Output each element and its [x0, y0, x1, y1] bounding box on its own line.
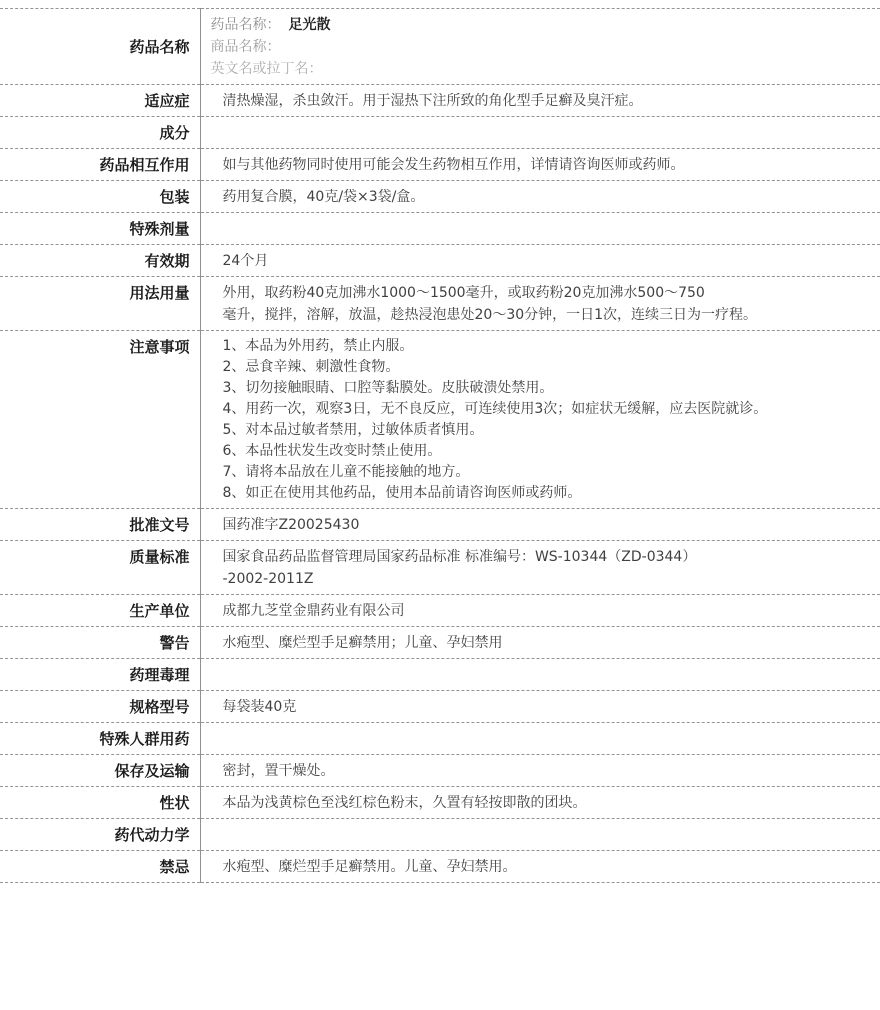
- table-row-interactions: [0, 149, 880, 181]
- row-label-special-dose: 特殊剂量: [0, 213, 200, 245]
- contraindications-text: 水疱型、糜烂型手足癣禁用。儿童、孕妇禁用。: [222, 859, 517, 875]
- dosage-line: 毫升，搅拌，溶解，放温，趁热浸泡患处20～30分钟，一日1次，连续三日为一疗程。: [222, 307, 758, 323]
- row-label-dosage: 用法用量: [0, 277, 200, 331]
- precaution-item: 2、忌食辛辣、刺激性食物。: [222, 359, 400, 375]
- row-label-pharmacokinetics: 药代动力学: [0, 819, 200, 851]
- table-row-quality-standard: [0, 541, 880, 595]
- row-label-approval-no: 批准文号: [0, 509, 200, 541]
- field-prefix-english-name: 英文名或拉丁名：: [210, 61, 323, 77]
- row-label-validity: 有效期: [0, 245, 200, 277]
- quality-standard-text: [200, 541, 880, 595]
- table-row-spec: [0, 691, 880, 723]
- character-text: 本品为浅黄棕色至浅红棕色粉末，久置有轻按即散的团块。: [222, 795, 587, 811]
- row-label-contraindications: 禁忌: [0, 851, 200, 883]
- storage-text: 密封，置干燥处。: [222, 763, 335, 779]
- row-label-manufacturer: 生产单位: [0, 595, 200, 627]
- quality-standard-line: 国家食品药品监督管理局国家药品标准 标准编号：WS-10344（ZD-0344）: [222, 549, 697, 565]
- row-label-spec: 规格型号: [0, 691, 200, 723]
- warning-text: 水疱型、糜烂型手足癣禁用；儿童、孕妇禁用: [222, 635, 503, 651]
- precautions-list: [200, 331, 880, 509]
- field-prefix-trade-name: 商品名称：: [210, 39, 281, 55]
- row-label-warning: 警告: [0, 627, 200, 659]
- row-label-pharmacology: 药理毒理: [0, 659, 200, 691]
- table-row-validity: [0, 245, 880, 277]
- table-row-contraindications: [0, 851, 880, 883]
- table-row-approval-no: [0, 509, 880, 541]
- drug-info-table: [0, 8, 880, 883]
- row-label-storage: 保存及运输: [0, 755, 200, 787]
- indications-text: 清热燥湿，杀虫敛汗。用于湿热下注所致的角化型手足癣及臭汗症。: [222, 93, 643, 109]
- table-row-pharmacokinetics: [0, 819, 880, 851]
- table-row-storage: [0, 755, 880, 787]
- row-label-interactions: 药品相互作用: [0, 149, 200, 181]
- table-row-indications: [0, 85, 880, 117]
- table-row-manufacturer: [0, 595, 880, 627]
- table-row-packaging: [0, 181, 880, 213]
- row-label-ingredients: 成分: [0, 117, 200, 149]
- special-population-text: [200, 723, 880, 755]
- drug-name-cell: [200, 9, 880, 85]
- precaution-item: 7、请将本品放在儿童不能接触的地方。: [222, 464, 470, 480]
- table-row-precautions: [0, 331, 880, 509]
- dosage-text: [200, 277, 880, 331]
- quality-standard-line: -2002-2011Z: [222, 571, 314, 587]
- spec-text: 每袋装40克: [222, 699, 297, 715]
- interactions-text: 如与其他药物同时使用可能会发生药物相互作用，详情请咨询医师或药师。: [222, 157, 685, 173]
- field-trade-name: [211, 36, 867, 58]
- table-row-special-dose: [0, 213, 880, 245]
- table-row-dosage: [0, 277, 880, 331]
- precaution-item: 6、本品性状发生改变时禁止使用。: [222, 443, 442, 459]
- row-label-indications: 适应症: [0, 85, 200, 117]
- precaution-item: 4、用药一次，观察3日，无不良反应，可连续使用3次；如症状无缓解，应去医院就诊。: [222, 401, 768, 417]
- precaution-item: 5、对本品过敏者禁用，过敏体质者慎用。: [222, 422, 484, 438]
- table-row-drug-name: [0, 9, 880, 85]
- table-row-character: [0, 787, 880, 819]
- row-label-drug-name: 药品名称: [0, 9, 200, 85]
- precaution-item: 1、本品为外用药，禁止内服。: [222, 338, 414, 354]
- field-drug-name: [211, 14, 867, 36]
- field-prefix-drug-name: 药品名称：: [210, 17, 281, 33]
- drug-name-value: 足光散: [288, 17, 331, 33]
- special-dose-text: [200, 213, 880, 245]
- table-row-special-population: [0, 723, 880, 755]
- row-label-precautions: 注意事项: [0, 331, 200, 509]
- row-label-character: 性状: [0, 787, 200, 819]
- manufacturer-text: 成都九芝堂金鼎药业有限公司: [222, 603, 405, 619]
- row-label-packaging: 包装: [0, 181, 200, 213]
- pharmacology-text: [200, 659, 880, 691]
- precaution-item: 8、如正在使用其他药品，使用本品前请咨询医师或药师。: [222, 485, 582, 501]
- precaution-item: 3、切勿接触眼睛、口腔等黏膜处。皮肤破溃处禁用。: [222, 380, 554, 396]
- packaging-text: 药用复合膜，40克/袋×3袋/盒。: [222, 189, 425, 205]
- approval-no-text: 国药准字Z20025430: [222, 517, 360, 533]
- dosage-line: 外用，取药粉40克加沸水1000～1500毫升，或取药粉20克加沸水500～750: [222, 285, 705, 301]
- table-row-pharmacology: [0, 659, 880, 691]
- ingredients-text: [200, 117, 880, 149]
- pharmacokinetics-text: [200, 819, 880, 851]
- row-label-special-population: 特殊人群用药: [0, 723, 200, 755]
- table-row-warning: [0, 627, 880, 659]
- row-label-quality-standard: 质量标准: [0, 541, 200, 595]
- field-english-name: [211, 58, 867, 80]
- table-row-ingredients: [0, 117, 880, 149]
- validity-text: 24个月: [222, 253, 269, 269]
